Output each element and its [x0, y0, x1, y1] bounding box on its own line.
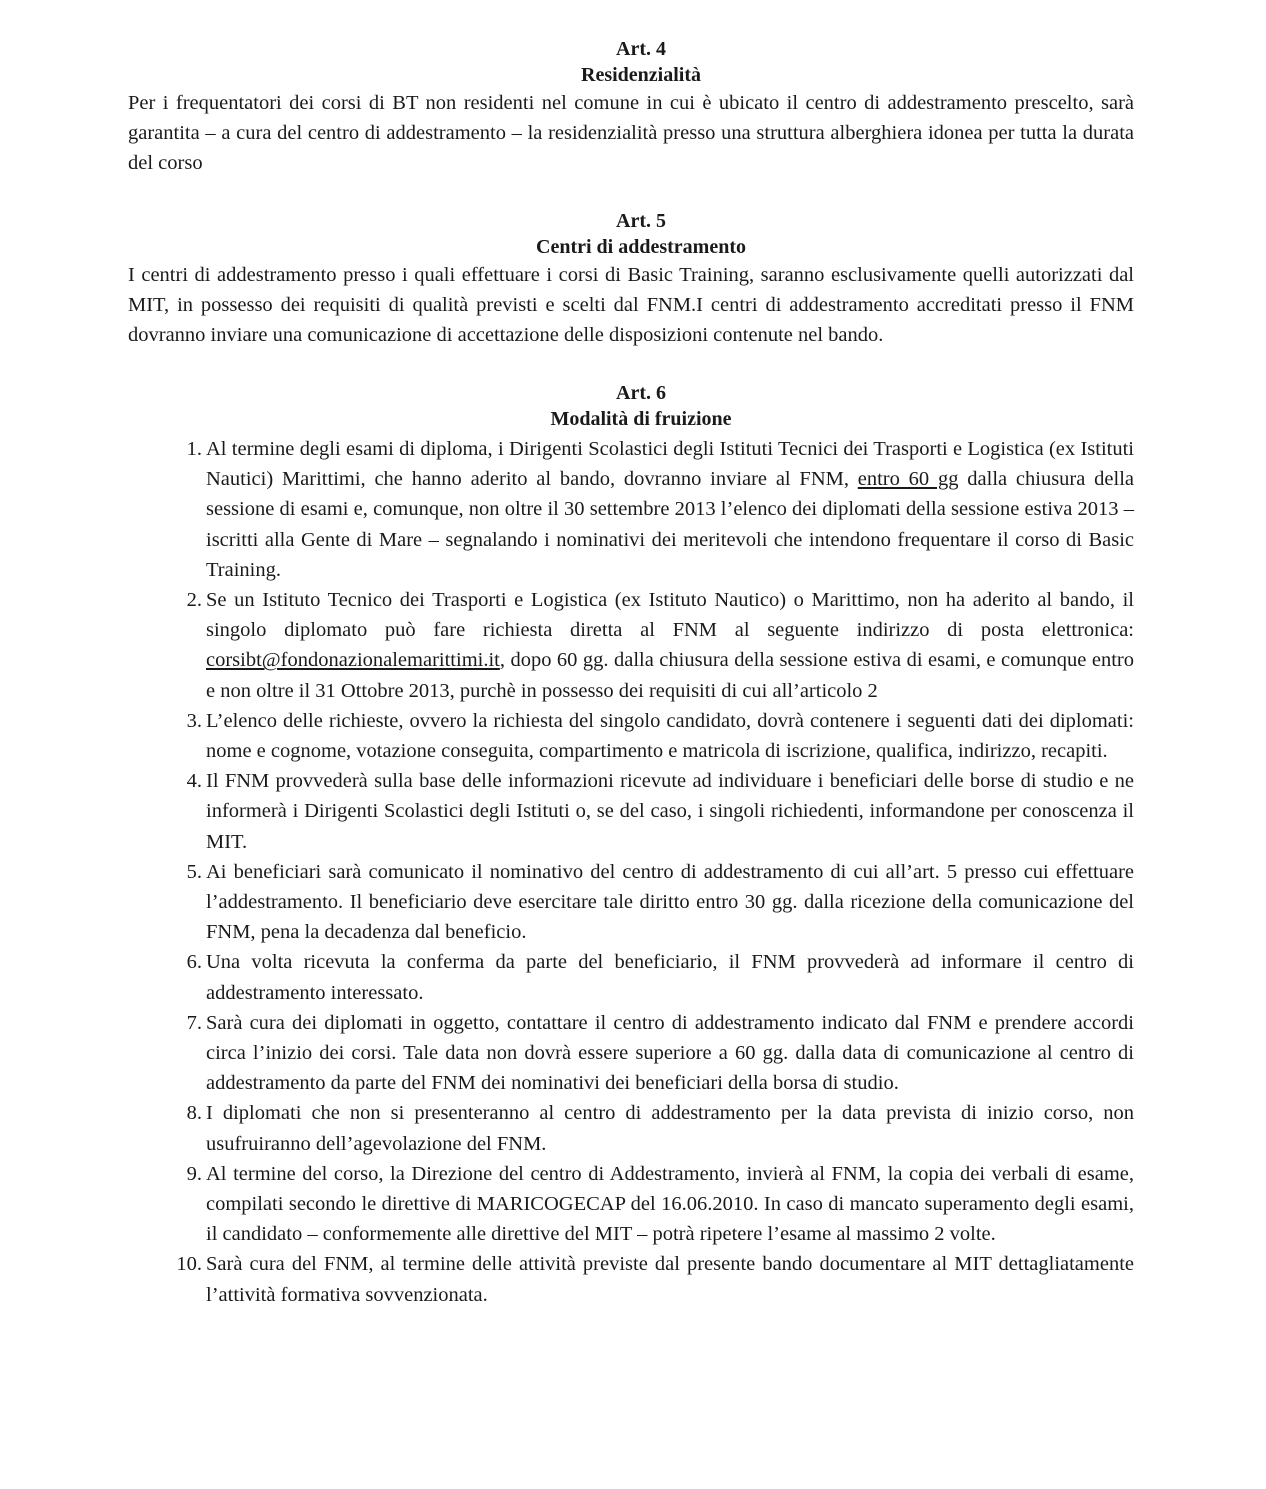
list-item [128, 1159, 1134, 1250]
article-5 [128, 208, 1134, 350]
article-4-heading: Art. 4 [616, 38, 666, 60]
list-item-text-part: dalla chiusura della sessione di esami e, comunque, non oltre il 30 settembre 2013 l’elenco dei diplomati della sessione estiva 2013 – iscritti alla Gente di Mare – segnalando i nominativi dei meritevoli che intendono frequentare il corso di Basic Training. [206, 468, 1134, 581]
list-item [128, 947, 1134, 1007]
article-5-body: I centri di addestramento presso i quali effettuare i corsi di Basic Training, saranno esclusivamente quelli autorizzati dal MIT, in possesso dei requisiti di qualità previsti e scelti dal FNM.I centri di addestramento accreditati presso il FNM dovranno inviare una comunicazione di accettazione delle disposizioni contenute nel bando. [128, 264, 1134, 346]
list-item-text: Il FNM provvederà sulla base delle informazioni ricevute ad individuare i beneficiari delle borse di studio e ne informerà i Dirigenti Scolastici degli Istituti o, se del caso, i singoli richiedenti, informandone per conoscenza il MIT. [206, 770, 1134, 853]
list-item [128, 1249, 1134, 1309]
list-item-number: 7. [186, 1011, 202, 1034]
article-6 [128, 380, 1134, 1310]
list-item-text: Al termine del corso, la Direzione del centro di Addestramento, invierà al FNM, la copia dei verbali di esame, compilati secondo le direttive di MARICOGECAP del 16.06.2010. In caso di mancato superamento degli esami, il candidato – conformemente alle direttive del MIT – potrà ripetere l’esame al massimo 2 volte. [206, 1162, 1134, 1246]
list-item-text: Ai beneficiari sarà comunicato il nominativo del centro di addestramento di cui all’art. 5 presso cui effettuare l’addestramento. Il beneficiario deve esercitare tale diritto entro 30 gg. dalla ricezione della comunicazione del FNM, pena la decadenza dal beneficio. [206, 860, 1134, 944]
list-item-number: 9. [186, 1162, 202, 1185]
list-item-number: 5. [186, 860, 202, 883]
list-item [128, 585, 1134, 706]
article-4-subtitle: Residenzialità [581, 64, 701, 86]
list-item-text-part: , dopo 60 gg. dalla chiusura della sessione estiva di esami, e comunque entro e non oltre il 31 Ottobre 2013, purchè in possesso dei requisiti di cui all’articolo 2 [206, 649, 1134, 702]
list-item-text [206, 434, 1134, 585]
article-5-heading: Art. 5 [616, 210, 666, 232]
article-6-list [128, 434, 1134, 1310]
list-item-text: L’elenco delle richieste, ovvero la richiesta del singolo candidato, dovrà contenere i seguenti dati dei diplomati: nome e cognome, votazione conseguita, compartimento e matricola di iscrizione, qualifica, indirizzo, recapiti. [206, 709, 1134, 763]
list-item-number: 4. [186, 770, 202, 793]
list-item-text-part: Se un Istituto Tecnico dei Trasporti e Logistica (ex Istituto Nautico) o Marittimo, non ha aderito al bando, il singolo diplomato può fare richiesta diretta al FNM al seguente indirizzo di posta elettronica: [206, 589, 1134, 642]
list-item-number: 10. [176, 1253, 202, 1276]
article-5-subtitle: Centri di addestramento [536, 236, 746, 258]
list-item-number: 6. [186, 951, 202, 974]
list-item-text: I diplomati che non si presenteranno al centro di addestramento per la data prevista di inizio corso, non usufruiranno dell’agevolazione del FNM. [206, 1102, 1134, 1155]
article-6-subtitle: Modalità di fruizione [550, 408, 732, 430]
article-4 [128, 36, 1134, 178]
list-item-number: 2. [186, 589, 202, 612]
list-item [128, 766, 1134, 857]
article-6-heading: Art. 6 [616, 382, 666, 404]
list-item [128, 1098, 1134, 1158]
list-item-text [206, 585, 1134, 706]
list-item [128, 857, 1134, 948]
email-link[interactable]: corsibt@fondonazionalemarittimi.it [206, 649, 500, 672]
list-item [128, 434, 1134, 585]
deadline-underlined: entro 60 gg [857, 468, 959, 491]
list-item-text-part: Al termine degli esami di diploma, i Dirigenti Scolastici degli Istituti Tecnici dei Trasporti e Logistica (ex Istituti Nautici) Marittimi, che hanno aderito al bando, dovranno inviare al FNM, [206, 438, 1134, 491]
list-item-number: 1. [186, 438, 202, 460]
list-item-number: 3. [186, 709, 202, 732]
list-item-text: Una volta ricevuta la conferma da parte del beneficiario, il FNM provvederà ad informare il centro di addestramento interessato. [206, 951, 1134, 1004]
list-item-number: 8. [186, 1102, 202, 1125]
list-item-text: Sarà cura dei diplomati in oggetto, contattare il centro di addestramento indicato dal FNM e prendere accordi circa l’inizio dei corsi. Tale data non dovrà essere superiore a 60 gg. dalla data di comunicazione al centro di addestramento da parte del FNM dei nominativi dei beneficiari della borsa di studio. [206, 1011, 1134, 1095]
list-item-text: Sarà cura del FNM, al termine delle attività previste dal presente bando documentare al MIT dettagliatamente l’attività formativa sovvenzionata. [206, 1253, 1134, 1306]
list-item [128, 706, 1134, 766]
article-4-body: Per i frequentatori dei corsi di BT non residenti nel comune in cui è ubicato il centro di addestramento prescelto, sarà garantita – a cura del centro di addestramento – la residenzialità presso una struttura alberghiera idonea per tutta la durata del corso [128, 92, 1134, 174]
list-item [128, 1008, 1134, 1099]
